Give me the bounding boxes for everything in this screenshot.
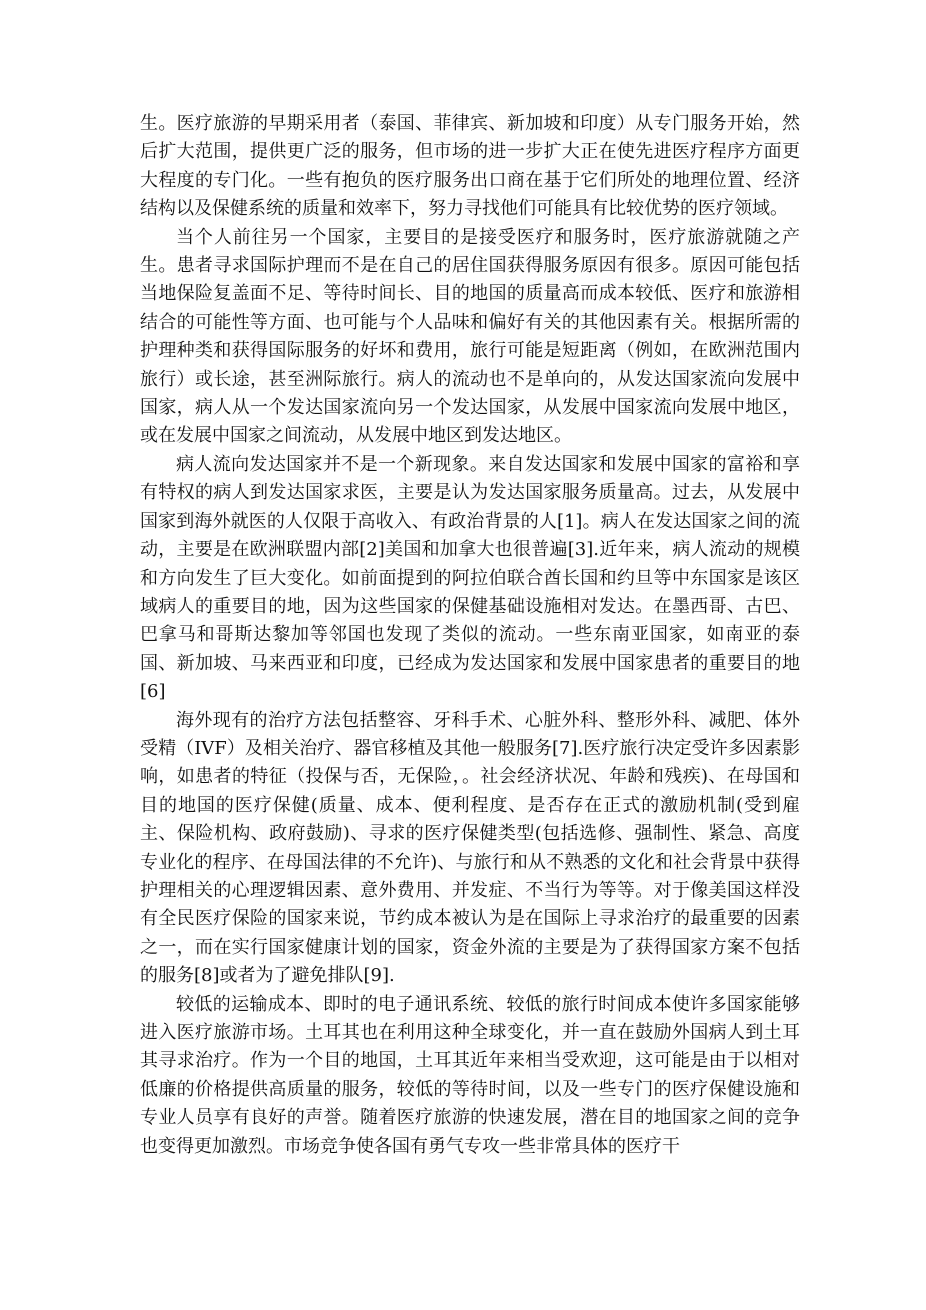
paragraph-2: 当个人前往另一个国家，主要目的是接受医疗和服务时，医疗旅游就随之产生。患者寻求国际护理而不是在自己的居住国获得服务原因有很多。原因可能包括当地保险复盖面不足、等待时间长、目的地国的质量高而成本较低、医疗和旅游相结合的可能性等方面、也可能与个人品味和偏好有关的其他因素有关。根据所需的护理种类和获得国际服务的好坏和费用，旅行可能是短距离（例如，在欧洲范围内旅行）或长途，甚至洲际旅行。病人的流动也不是单向的，从发达国家流向发展中国家，病人从一个发达国家流向另一个发达国家，从发展中国家流向发展中地区，或在发展中国家之间流动，从发展中地区到发达地区。 [140, 226, 800, 447]
document-page [140, 110, 800, 1161]
paragraph-5: 较低的运输成本、即时的电子通讯系统、较低的旅行时间成本使许多国家能够进入医疗旅游市场。土耳其也在利用这种全球变化，并一直在鼓励外国病人到土耳其寻求治疗。作为一个目的地国，土耳其近年来相当受欢迎，这可能是由于以相对低廉的价格提供高质量的服务，较低的等待时间，以及一些专门的医疗保健设施和专业人员享有良好的声誉。随着医疗旅游的快速发展，潜在目的地国家之间的竞争也变得更加激烈。市场竞争使各国有勇气专攻一些非常具体的医疗干 [140, 993, 800, 1157]
paragraph-3: 病人流向发达国家并不是一个新现象。来自发达国家和发展中国家的富裕和享有特权的病人到发达国家求医，主要是认为发达国家服务质量高。过去，从发展中国家到海外就医的人仅限于高收入、有政治背景的人[1]。病人在发达国家之间的流动，主要是在欧洲联盟内部[2]美国和加拿大也很普遍[3].近年来，病人流动的规模和方向发生了巨大变化。如前面提到的阿拉伯联合酋长国和约旦等中东国家是该区域病人的重要目的地，因为这些国家的保健基础设施相对发达。在墨西哥、古巴、巴拿马和哥斯达黎加等邻国也发现了类似的流动。一些东南亚国家，如南亚的泰国、新加坡、马来西亚和印度，已经成为发达国家和发展中国家患者的重要目的地[6] [140, 453, 800, 703]
paragraph-4: 海外现有的治疗方法包括整容、牙科手术、心脏外科、整形外科、减肥、体外受精（IVF）及相关治疗、器官移植及其他一般服务[7].医疗旅行决定受许多因素影响，如患者的特征（投保与否，无保险，。社会经济状况、年龄和残疾)、在母国和目的地国的医疗保健(质量、成本、便利程度、是否存在正式的激励机制(受到雇主、保险机构、政府鼓励)、寻求的医疗保健类型(包括选修、强制性、紧急、高度专业化的程序、在母国法律的不允许)、与旅行和从不熟悉的文化和社会背景中获得护理相关的心理逻辑因素、意外费用、并发症、不当行为等等。对于像美国这样没有全民医疗保险的国家来说，节约成本被认为是在国际上寻求治疗的最重要的因素之一，而在实行国家健康计划的国家，资金外流的主要是为了获得国家方案不包括的服务[8]或者为了避免排队[9]. [140, 709, 800, 987]
paragraph-1: 生。医疗旅游的早期采用者（泰国、菲律宾、新加坡和印度）从专门服务开始，然后扩大范围，提供更广泛的服务，但市场的进一步扩大正在使先进医疗程序方面更大程度的专门化。一些有抱负的医疗服务出口商在基于它们所处的地理位置、经济结构以及保健系统的质量和效率下，努力寻找他们可能具有比较优势的医疗领域。 [140, 113, 800, 220]
